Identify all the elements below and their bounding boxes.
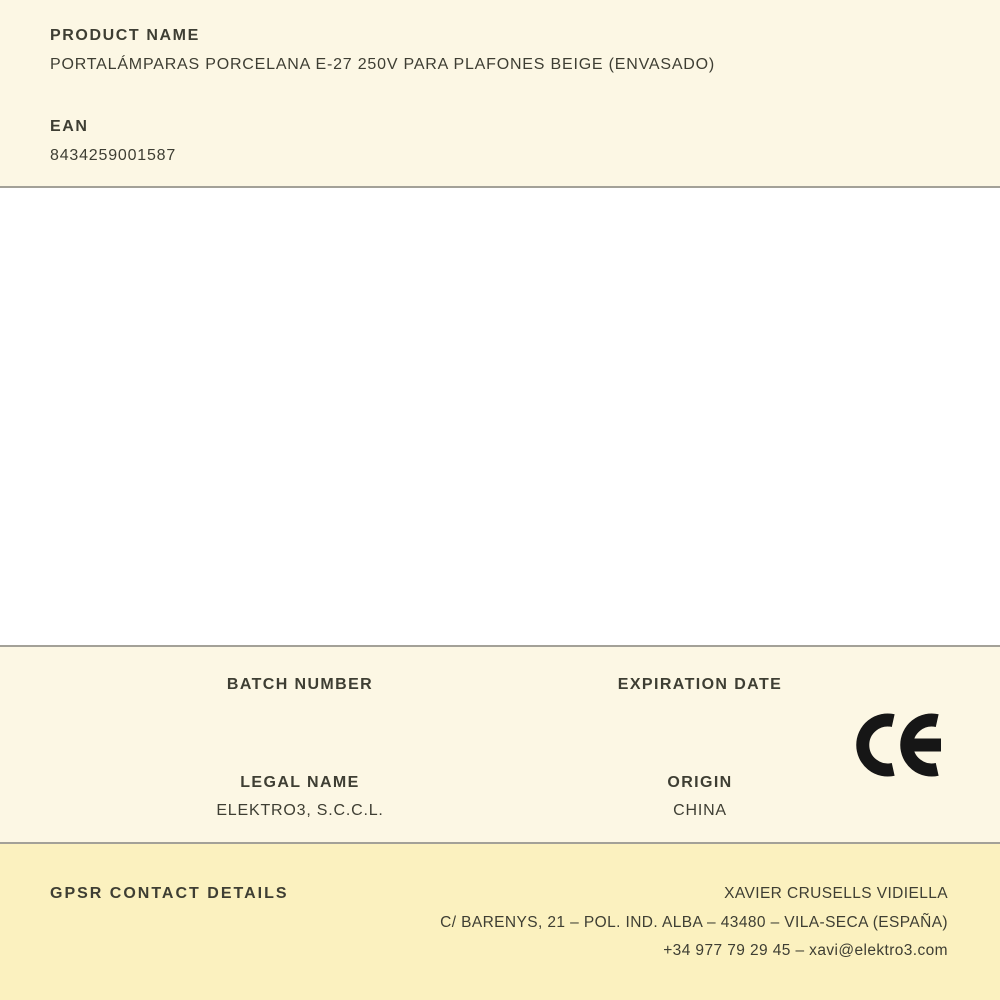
ce-mark-svg xyxy=(856,713,948,777)
product-name-value: PORTALÁMPARAS PORCELANA E-27 250V PARA PLAFONES BEIGE (ENVASADO) xyxy=(50,56,716,73)
origin-value: CHINA xyxy=(673,802,727,819)
product-image-area xyxy=(0,188,1000,647)
ean-label: EAN xyxy=(50,118,89,135)
gpsr-section xyxy=(0,844,1000,1000)
legal-name-value: ELEKTRO3, S.C.C.L. xyxy=(216,802,384,819)
origin-field xyxy=(500,773,900,821)
batch-number-label: BATCH NUMBER xyxy=(226,676,374,693)
product-name-label: PRODUCT NAME xyxy=(50,27,200,44)
product-name-field xyxy=(50,26,950,75)
gpsr-contact-block xyxy=(440,880,948,966)
legal-name-field xyxy=(100,773,500,821)
ce-mark-icon xyxy=(856,713,948,777)
gpsr-contact-phone-email: +34 977 79 29 45 – xavi@elektro3.com xyxy=(663,942,948,959)
ean-value: 8434259001587 xyxy=(50,147,177,164)
details-row-legal-origin xyxy=(100,773,900,821)
batch-number-field xyxy=(100,675,500,703)
expiration-date-field xyxy=(500,675,900,703)
ean-field xyxy=(50,117,950,166)
gpsr-contact-address: C/ BARENYS, 21 – POL. IND. ALBA – 43480 – VILA-SECA (ESPAÑA) xyxy=(440,913,948,931)
details-row-batch-expiration xyxy=(100,647,900,703)
details-section xyxy=(0,647,1000,844)
gpsr-contact-details-label: GPSR CONTACT DETAILS xyxy=(50,885,289,902)
product-header-section xyxy=(0,0,1000,188)
origin-label: ORIGIN xyxy=(667,774,733,791)
gpsr-contact-name: XAVIER CRUSELLS VIDIELLA xyxy=(724,885,948,902)
expiration-date-label: EXPIRATION DATE xyxy=(617,676,783,693)
legal-name-label: LEGAL NAME xyxy=(240,774,360,791)
